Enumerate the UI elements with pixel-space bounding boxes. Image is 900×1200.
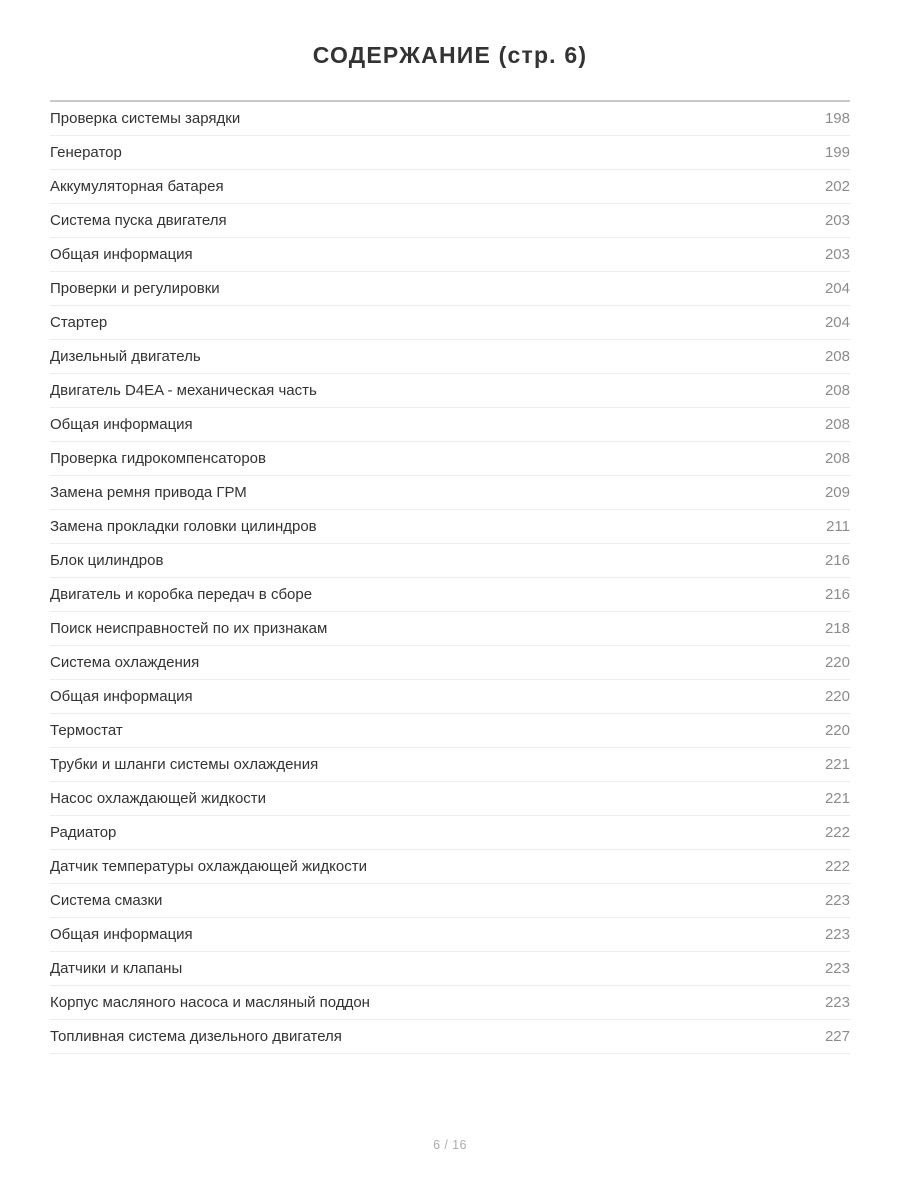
toc-row[interactable] bbox=[50, 306, 850, 340]
toc-entry-page-number: 223 bbox=[824, 993, 850, 1011]
toc-entry-page-number: 209 bbox=[824, 483, 850, 501]
toc-entry-page-number: 220 bbox=[824, 653, 850, 671]
toc-entry-page-number: 223 bbox=[824, 891, 850, 909]
page-title: СОДЕРЖАНИЕ (стр. 6) bbox=[312, 42, 588, 68]
toc-row[interactable] bbox=[50, 408, 850, 442]
toc-entry-title: Трубки и шланги системы охлаждения bbox=[50, 755, 319, 773]
toc-entry-title: Система охлаждения bbox=[50, 653, 200, 671]
toc-entry-title: Система пуска двигателя bbox=[50, 211, 227, 229]
toc-row[interactable] bbox=[50, 1020, 850, 1054]
toc-entry-title: Поиск неисправностей по их признакам bbox=[50, 619, 328, 637]
toc-row[interactable] bbox=[50, 374, 850, 408]
toc-entry-page-number: 199 bbox=[824, 143, 850, 161]
toc-row[interactable] bbox=[50, 272, 850, 306]
toc-entry-title: Датчики и клапаны bbox=[50, 959, 183, 977]
toc-entry-page-number: 208 bbox=[824, 347, 850, 365]
toc-entry-page-number: 223 bbox=[824, 959, 850, 977]
toc-entry-title: Блок цилиндров bbox=[50, 551, 164, 569]
toc-row[interactable] bbox=[50, 442, 850, 476]
toc-entry-page-number: 220 bbox=[824, 687, 850, 705]
toc-entry-page-number: 204 bbox=[824, 279, 850, 297]
table-of-contents bbox=[50, 102, 850, 1054]
toc-entry-title: Датчик температуры охлаждающей жидкости bbox=[50, 857, 367, 875]
toc-entry-page-number: 223 bbox=[824, 925, 850, 943]
toc-entry-title: Корпус масляного насоса и масляный поддон bbox=[50, 993, 370, 1011]
toc-entry-page-number: 198 bbox=[824, 109, 850, 127]
toc-row[interactable] bbox=[50, 510, 850, 544]
toc-row[interactable] bbox=[50, 816, 850, 850]
toc-row[interactable] bbox=[50, 782, 850, 816]
toc-entry-title: Общая информация bbox=[50, 415, 193, 433]
toc-entry-page-number: 204 bbox=[824, 313, 850, 331]
toc-entry-page-number: 203 bbox=[824, 245, 850, 263]
toc-row[interactable] bbox=[50, 340, 850, 374]
toc-row[interactable] bbox=[50, 102, 850, 136]
toc-entry-title: Топливная система дизельного двигателя bbox=[50, 1027, 342, 1045]
toc-entry-title: Замена ремня привода ГРМ bbox=[50, 483, 247, 501]
toc-entry-page-number: 221 bbox=[824, 789, 850, 807]
toc-row[interactable] bbox=[50, 204, 850, 238]
toc-entry-title: Аккумуляторная батарея bbox=[50, 177, 224, 195]
toc-row[interactable] bbox=[50, 918, 850, 952]
toc-entry-title: Замена прокладки головки цилиндров bbox=[50, 517, 317, 535]
toc-row[interactable] bbox=[50, 646, 850, 680]
toc-entry-title: Двигатель D4EA - механическая часть bbox=[50, 381, 317, 399]
toc-entry-title: Дизельный двигатель bbox=[50, 347, 201, 365]
toc-entry-page-number: 222 bbox=[824, 857, 850, 875]
toc-row[interactable] bbox=[50, 884, 850, 918]
toc-row[interactable] bbox=[50, 578, 850, 612]
toc-entry-title: Стартер bbox=[50, 313, 108, 331]
toc-entry-page-number: 220 bbox=[824, 721, 850, 739]
toc-row[interactable] bbox=[50, 612, 850, 646]
toc-entry-page-number: 216 bbox=[824, 551, 850, 569]
toc-entry-page-number: 218 bbox=[824, 619, 850, 637]
toc-entry-page-number: 211 bbox=[826, 517, 850, 535]
toc-entry-title: Термостат bbox=[50, 721, 123, 739]
toc-entry-title: Двигатель и коробка передач в сборе bbox=[50, 585, 313, 603]
toc-entry-title: Проверки и регулировки bbox=[50, 279, 220, 297]
toc-row[interactable] bbox=[50, 714, 850, 748]
toc-entry-title: Проверка системы зарядки bbox=[50, 109, 241, 127]
toc-entry-page-number: 222 bbox=[824, 823, 850, 841]
toc-entry-title: Общая информация bbox=[50, 925, 193, 943]
toc-row[interactable] bbox=[50, 238, 850, 272]
footer-pagination: 6 / 16 bbox=[433, 1138, 467, 1152]
toc-entry-title: Система смазки bbox=[50, 891, 163, 909]
toc-entry-title: Проверка гидрокомпенсаторов bbox=[50, 449, 266, 467]
toc-entry-title: Радиатор bbox=[50, 823, 117, 841]
toc-entry-title: Общая информация bbox=[50, 687, 193, 705]
toc-row[interactable] bbox=[50, 986, 850, 1020]
toc-row[interactable] bbox=[50, 170, 850, 204]
toc-entry-page-number: 227 bbox=[824, 1027, 850, 1045]
toc-entry-page-number: 216 bbox=[824, 585, 850, 603]
toc-row[interactable] bbox=[50, 680, 850, 714]
toc-entry-title: Насос охлаждающей жидкости bbox=[50, 789, 267, 807]
toc-row[interactable] bbox=[50, 748, 850, 782]
toc-entry-title: Генератор bbox=[50, 143, 122, 161]
toc-row[interactable] bbox=[50, 476, 850, 510]
toc-row[interactable] bbox=[50, 952, 850, 986]
toc-row[interactable] bbox=[50, 544, 850, 578]
toc-entry-title: Общая информация bbox=[50, 245, 193, 263]
toc-entry-page-number: 208 bbox=[824, 415, 850, 433]
toc-row[interactable] bbox=[50, 850, 850, 884]
toc-entry-page-number: 208 bbox=[824, 449, 850, 467]
toc-entry-page-number: 221 bbox=[824, 755, 850, 773]
toc-row[interactable] bbox=[50, 136, 850, 170]
toc-entry-page-number: 202 bbox=[824, 177, 850, 195]
toc-entry-page-number: 203 bbox=[824, 211, 850, 229]
toc-entry-page-number: 208 bbox=[824, 381, 850, 399]
